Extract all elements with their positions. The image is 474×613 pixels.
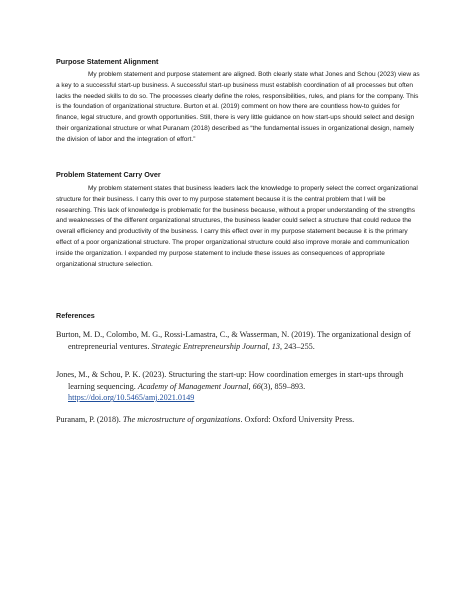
reference-text: . Oxford: Oxford University Press. — [240, 415, 355, 424]
reference-text: Jones, M., & Schou, P. K. (2023). Structuring the start-up: How coordination emerges in start-ups through learning sequencing. — [56, 370, 404, 391]
reference-item — [56, 329, 426, 352]
doi-link[interactable]: https://doi.org/10.5465/amj.2021.0149 — [68, 393, 195, 403]
section-heading-problem-carry-over: Problem Statement Carry Over — [56, 170, 161, 179]
reference-italic: Strategic Entrepreneurship Journal, 13 — [151, 341, 280, 351]
reference-text: Puranam, P. (2018). — [56, 415, 123, 424]
references-heading: References — [56, 311, 95, 320]
reference-italic: Academy of Management Journal, 66 — [137, 381, 261, 391]
reference-item — [56, 369, 426, 404]
reference-text: (3), 859–893. — [260, 381, 306, 391]
paragraph-purpose-alignment: My problem statement and purpose statement are aligned. Both clearly state what Jones and Schou (2023) view as a key to a successful start-up business. A successful start-up business must establish coordination of all processes but often lacks the needed skills to do so. The processes clearly define the roles, responsibilities, rules, and plans for the company. This is the foundation of organizational structure. Burton et al. (2019) comment on how there are countless how-to guides for finance, legal structure, and growth opportunities. Still, there is very little guidance on how start-ups should select and design their organizational structure or what Puranam (2018) described as “the fundamental issues in organizational design, namely the division of labor and the integration of effort.” — [56, 71, 420, 143]
reference-item — [56, 414, 426, 426]
reference-text: Burton, M. D., Colombo, M. G., Rossi-Lamastra, C., & Wasserman, N. (2019). The organizational design of entrepreneurial ventures. — [56, 330, 411, 351]
reference-italic: The microstructure of organizations — [122, 415, 241, 424]
reference-text: , 243–255. — [280, 341, 315, 351]
paragraph-problem-carry-over: My problem statement states that business leaders lack the knowledge to properly select the correct organizational structure for their business. I carry this over to my purpose statement because it is the central problem that I will be researching. This lack of knowledge is problematic for the business because, without a proper understanding of the strengths and weaknesses of the different organizational structures, the business leader could select a structure that could reduce the overall efficiency and productivity of the business. I carry this effect over in my purpose statement because it is the primary effect of a poor organizational structure. The proper organizational structure could also improve morale and communication inside the organization. I expanded my purpose statement to include these issues as consequences of appropriate organizational structure selection. — [56, 185, 418, 268]
section-heading-purpose-alignment: Purpose Statement Alignment — [56, 57, 159, 66]
